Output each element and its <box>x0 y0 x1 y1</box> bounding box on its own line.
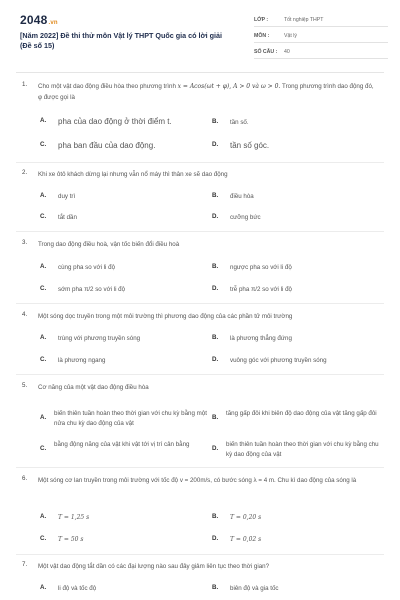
meta-value: 40 <box>284 49 290 55</box>
meta-row-subject <box>254 30 388 43</box>
question-stem: Một sóng dọc truyền trong một môi trường thì phương dao động của các phần tử môi trường <box>38 313 293 320</box>
question-stem: Cơ năng của một vật dao động điều hòa <box>38 384 149 391</box>
meta-key: LỚP : <box>254 17 269 23</box>
meta-key: SỐ CÂU : <box>254 49 278 55</box>
document-header <box>0 0 400 64</box>
equation: x = Acos(ωt + φ), A > 0 và ω > 0. <box>177 83 281 90</box>
question-number: 7. <box>22 561 28 568</box>
meta-row-count <box>254 46 388 59</box>
question-divider <box>16 467 384 468</box>
question-number: 2. <box>22 169 28 176</box>
meta-row-class <box>254 14 388 27</box>
site-logo[interactable]: 2048.vn <box>20 13 58 27</box>
question-number: 6. <box>22 475 28 482</box>
question-divider <box>16 162 384 163</box>
question-stem: Một vật dao động tắt dần có các đại lượng nào sau đây giảm liên tục theo thời gian? <box>38 563 270 570</box>
question-stem: Trong dao động điều hoà, vận tốc biến đổi điều hoà <box>38 241 180 248</box>
question-divider <box>16 231 384 232</box>
question-number: 4. <box>22 311 28 318</box>
exam-page: 2048.vn [Năm 2022] Đề thi thử môn Vật lý THPT Quốc gia có lời giải (Đề số 15) LỚP : Tốt nghiệp THPT MÔN : Vật lý SỐ CÂU : 40 1. Cho một vật dao động điều hòa theo phương trình x = Acos(ωt + φ), A > 0 và ω > 0. Trong phương trình dao động đó, φ được gọi là A. pha của dao động ở thời điểm t. B. tần số. C. pha ban đầu của dao động. D. tần số góc. 2. Khi xe ôtô khách dừng lại nhưng vẫn nổ máy thì thân xe sẽ dao động A. duy trì B. điều hòa C. tắt dần D. cưỡng bức 3. Trong dao động điều hoà, vận tốc biến đổi điều hoà A. cùng pha so với li độ B. ngược pha so với li độ C. sớm pha π/2 so với li độ D. trễ pha π/2 so với li độ 4. Một sóng dọc truyền trong một môi trường thì phương dao động của các phần tử môi trường A. trùng với phương truyền sóng B. là phương thẳng đứng C. là phương ngang D. vuông góc với phương truyền sóng 5. Cơ năng của một vật dao động điều hòa A. biến thiên tuần hoàn theo thời gian với chu kỳ bằng một nửa chu kỳ dao động của vật B. tăng gấp đôi khi biên độ dao động của vật tăng gấp đôi C. bằng động năng của vật khi vật tới vị trí cân bằng D. biến thiên tuần hoàn theo thời gian với chu kỳ bằng chu kỳ dao động của vật 6. Một sóng cơ lan truyền trong môi trường với tốc độ v = 200m/s, có bước sóng λ = 4 m. Chu kì dao động của sóng là A. T = 1,25 s B. T = 0,20 s C. T = 50 s D. T = 0,02 s 7. Một vật dao động tắt dần có các đại lượng nào sau đây giảm liên tục theo thời gian? A. li độ và tốc độ B. biên độ và gia tốc <box>0 0 400 600</box>
question-stem: Một sóng cơ lan truyền trong môi trường với tốc độ v = 200m/s, có bước sóng λ = 4 m. Chu kì dao động của sóng là <box>38 477 357 484</box>
meta-value: Tốt nghiệp THPT <box>284 17 324 23</box>
question-divider <box>16 374 384 375</box>
meta-value: Vật lý <box>284 33 297 39</box>
meta-key: MÔN : <box>254 33 270 39</box>
question-number: 1. <box>22 81 28 88</box>
question-stem: Cho một vật dao động điều hòa theo phương trình x = Acos(ωt + φ), A > 0 và ω > 0. Trong phương trình dao động đó, φ được gọi là <box>38 83 374 101</box>
question-number: 3. <box>22 239 28 246</box>
question-number: 5. <box>22 382 28 389</box>
question-divider <box>16 303 384 304</box>
header-divider <box>16 72 384 73</box>
document-title: [Năm 2022] Đề thi thử môn Vật lý THPT Quốc gia có lời giải (Đề số 15) <box>20 31 223 50</box>
question-stem: Khi xe ôtô khách dừng lại nhưng vẫn nổ máy thì thân xe sẽ dao động <box>38 171 228 178</box>
question-divider <box>16 554 384 555</box>
